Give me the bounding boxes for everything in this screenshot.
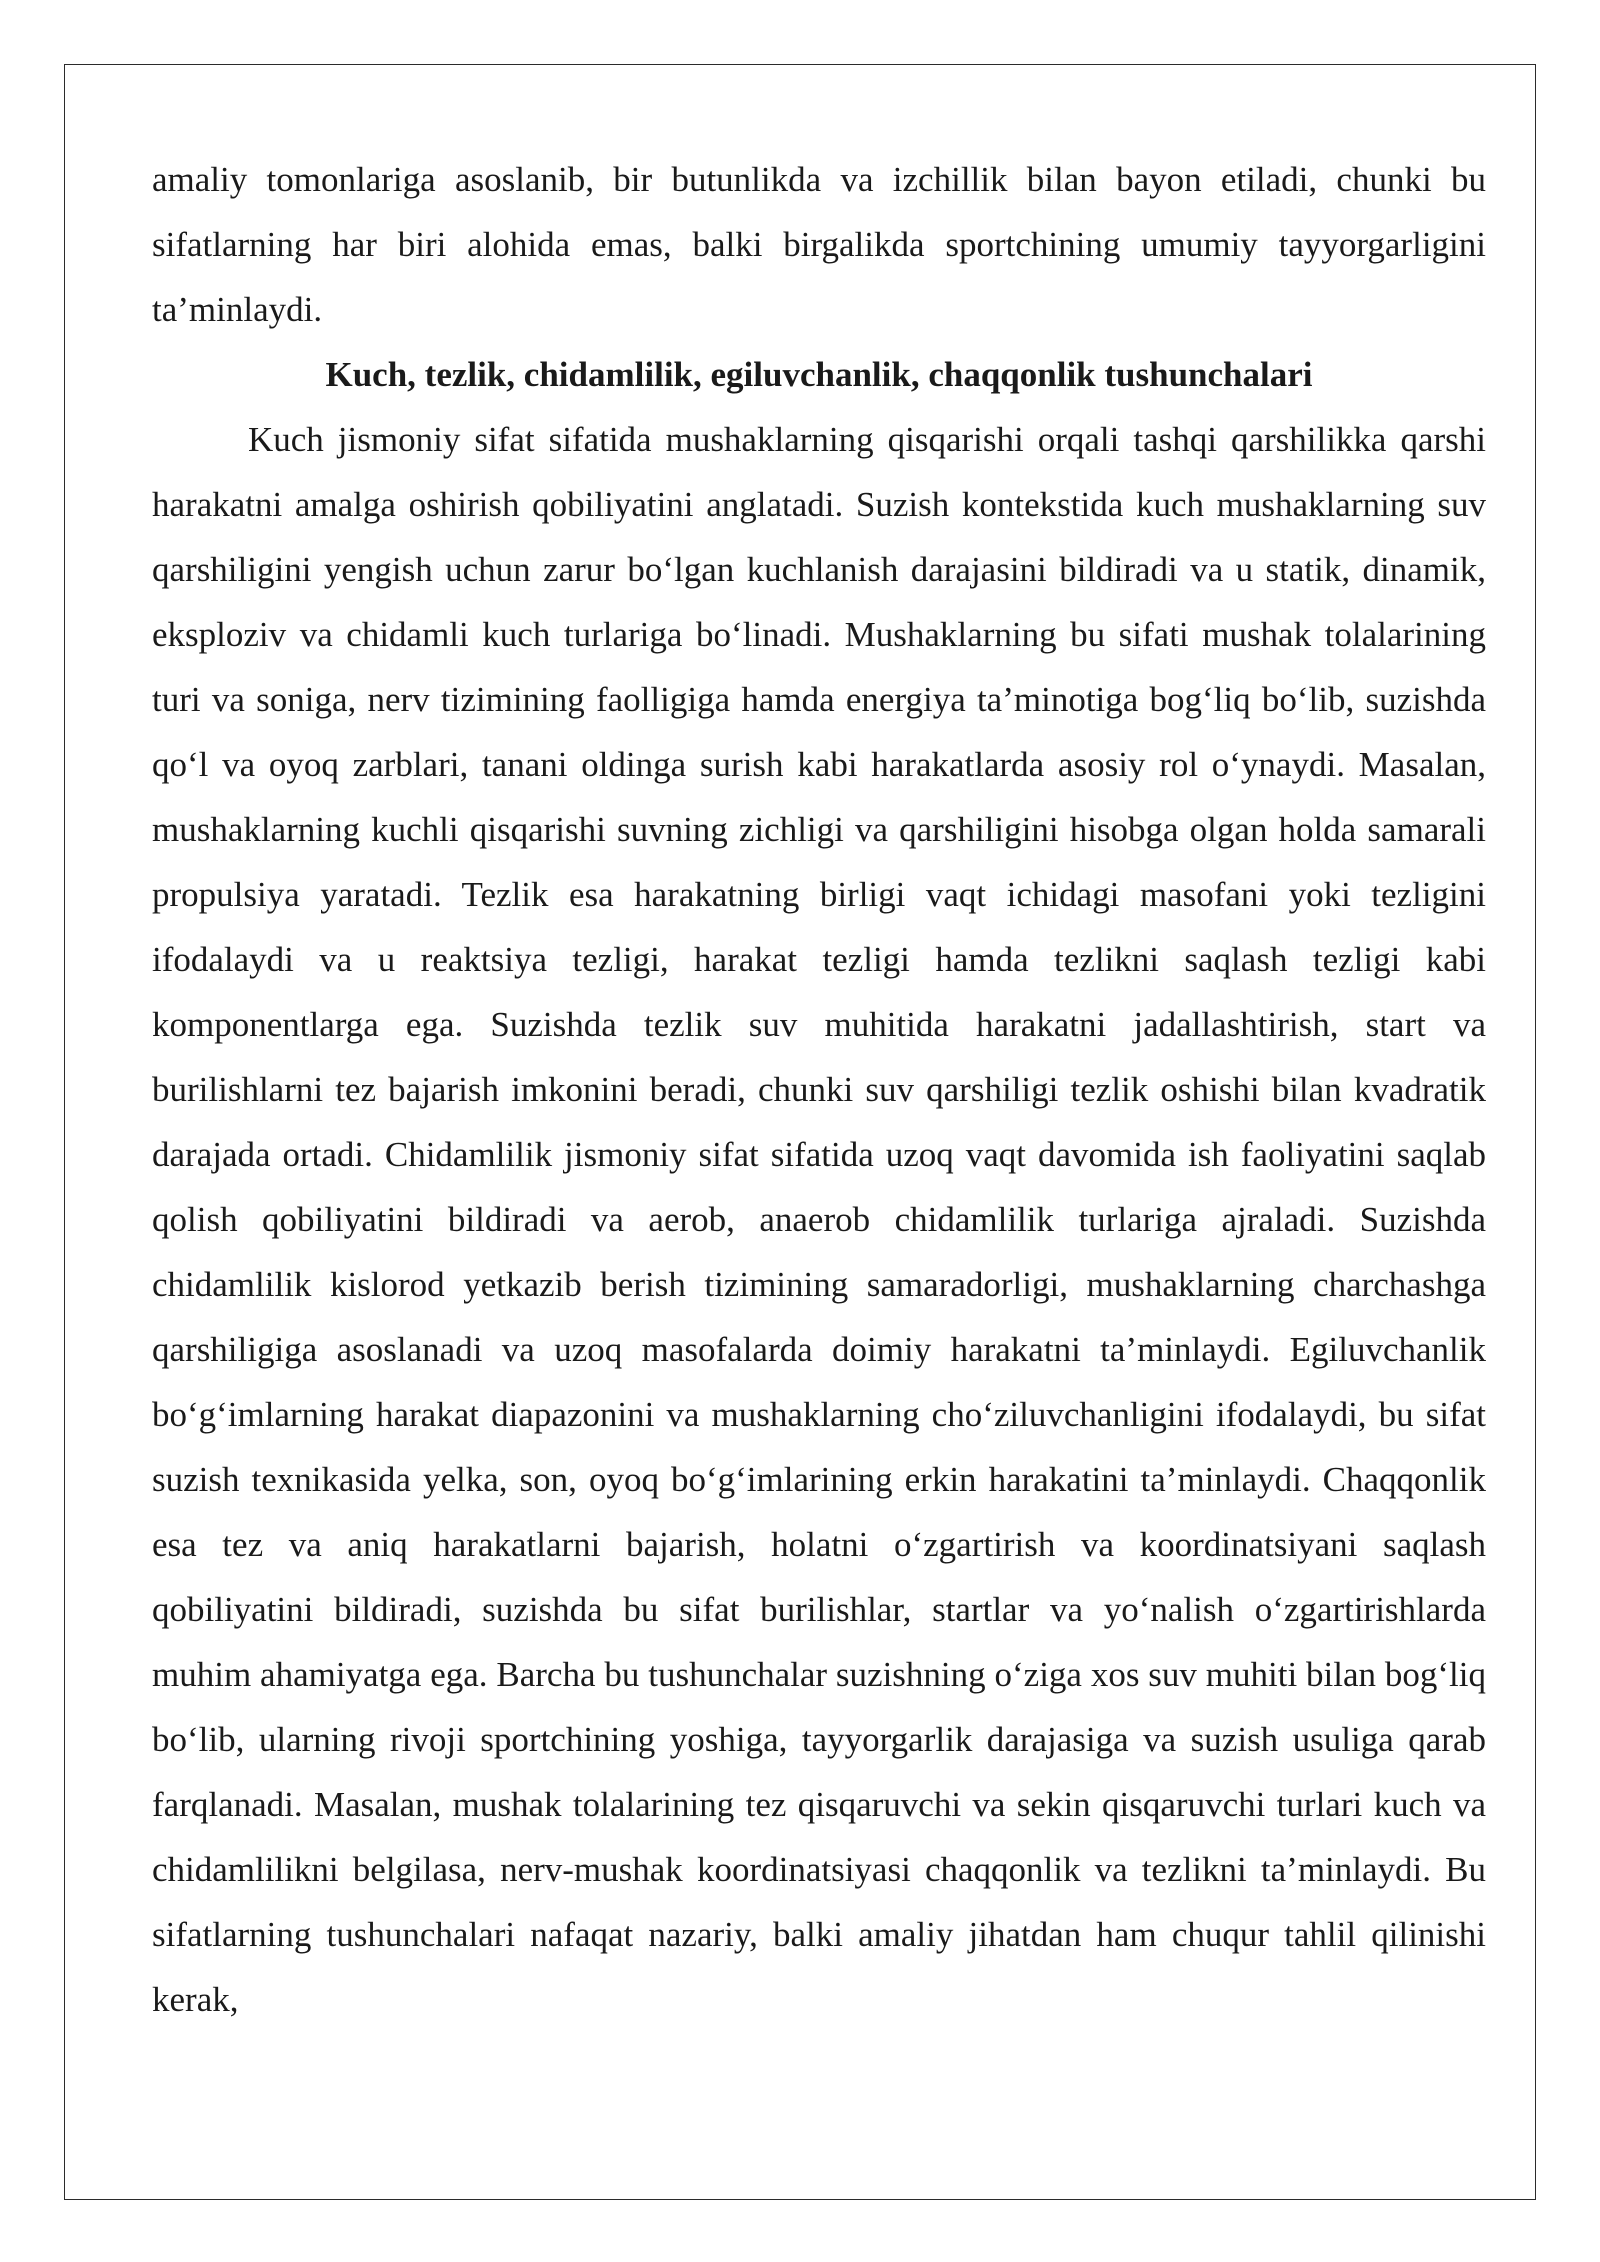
- intro-paragraph: amaliy tomonlariga asoslanib, bir butunlikda va izchillik bilan bayon etiladi, chunki bu sifatlarning har biri alohida emas, balki birgalikda sportchining umumiy tayyorgarligini ta’minlaydi.: [152, 160, 1486, 329]
- document-body: [152, 147, 1486, 2032]
- section-heading: Kuch, tezlik, chidamlilik, egiluvchanlik, chaqqonlik tushunchalari: [325, 355, 1313, 394]
- body-paragraph: Kuch jismoniy sifat sifatida mushaklarning qisqarishi orqali tashqi qarshilikka qarshi harakatni amalga oshirish qobiliyatini anglatadi. Suzish kontekstida kuch mushaklarning suv qarshiligini yengish uchun zarur bo‘lgan kuchlanish darajasini bildiradi va u statik, dinamik, eksploziv va chidamli kuch turlariga bo‘linadi. Mushaklarning bu sifati mushak tolalarining turi va soniga, nerv tizimining faolligiga hamda energiya ta’minotiga bog‘liq bo‘lib, suzishda qo‘l va oyoq zarblari, tanani oldinga surish kabi harakatlarda asosiy rol o‘ynaydi. Masalan, mushaklarning kuchli qisqarishi suvning zichligi va qarshiligini hisobga olgan holda samarali propulsiya yaratadi. Tezlik esa harakatning birligi vaqt ichidagi masofani yoki tezligini ifodalaydi va u reaktsiya tezligi, harakat tezligi hamda tezlikni saqlash tezligi kabi komponentlarga ega. Suzishda tezlik suv muhitida harakatni jadallashtirish, start va burilishlarni tez bajarish imkonini beradi, chunki suv qarshiligi tezlik oshishi bilan kvadratik darajada ortadi. Chidamlilik jismoniy sifat sifatida uzoq vaqt davomida ish faoliyatini saqlab qolish qobiliyatini bildiradi va aerob, anaerob chidamlilik turlariga ajraladi. Suzishda chidamlilik kislorod yetkazib berish tizimining samaradorligi, mushaklarning charchashga qarshiligiga asoslanadi va uzoq masofalarda doimiy harakatni ta’minlaydi. Egiluvchanlik bo‘g‘imlarning harakat diapazonini va mushaklarning cho‘ziluvchanligini ifodalaydi, bu sifat suzish texnikasida yelka, son, oyoq bo‘g‘imlarining erkin harakatini ta’minlaydi. Chaqqonlik esa tez va aniq harakatlarni bajarish, holatni o‘zgartirish va koordinatsiyani saqlash qobiliyatini bildiradi, suzishda bu sifat burilishlar, startlar va yo‘nalish o‘zgartirishlarda muhim ahamiyatga ega. Barcha bu tushunchalar suzishning o‘ziga xos suv muhiti bilan bog‘liq bo‘lib, ularning rivoji sportchining yoshiga, tayyorgarlik darajasiga va suzish usuliga qarab farqlanadi. Masalan, mushak tolalarining tez qisqaruvchi va sekin qisqaruvchi turlari kuch va chidamlilikni belgilasa, nerv-mushak koordinatsiyasi chaqqonlik va tezlikni ta’minlaydi. Bu sifatlarning tushunchalari nafaqat nazariy, balki amaliy jihatdan ham chuqur tahlil qilinishi kerak,: [152, 420, 1486, 2019]
